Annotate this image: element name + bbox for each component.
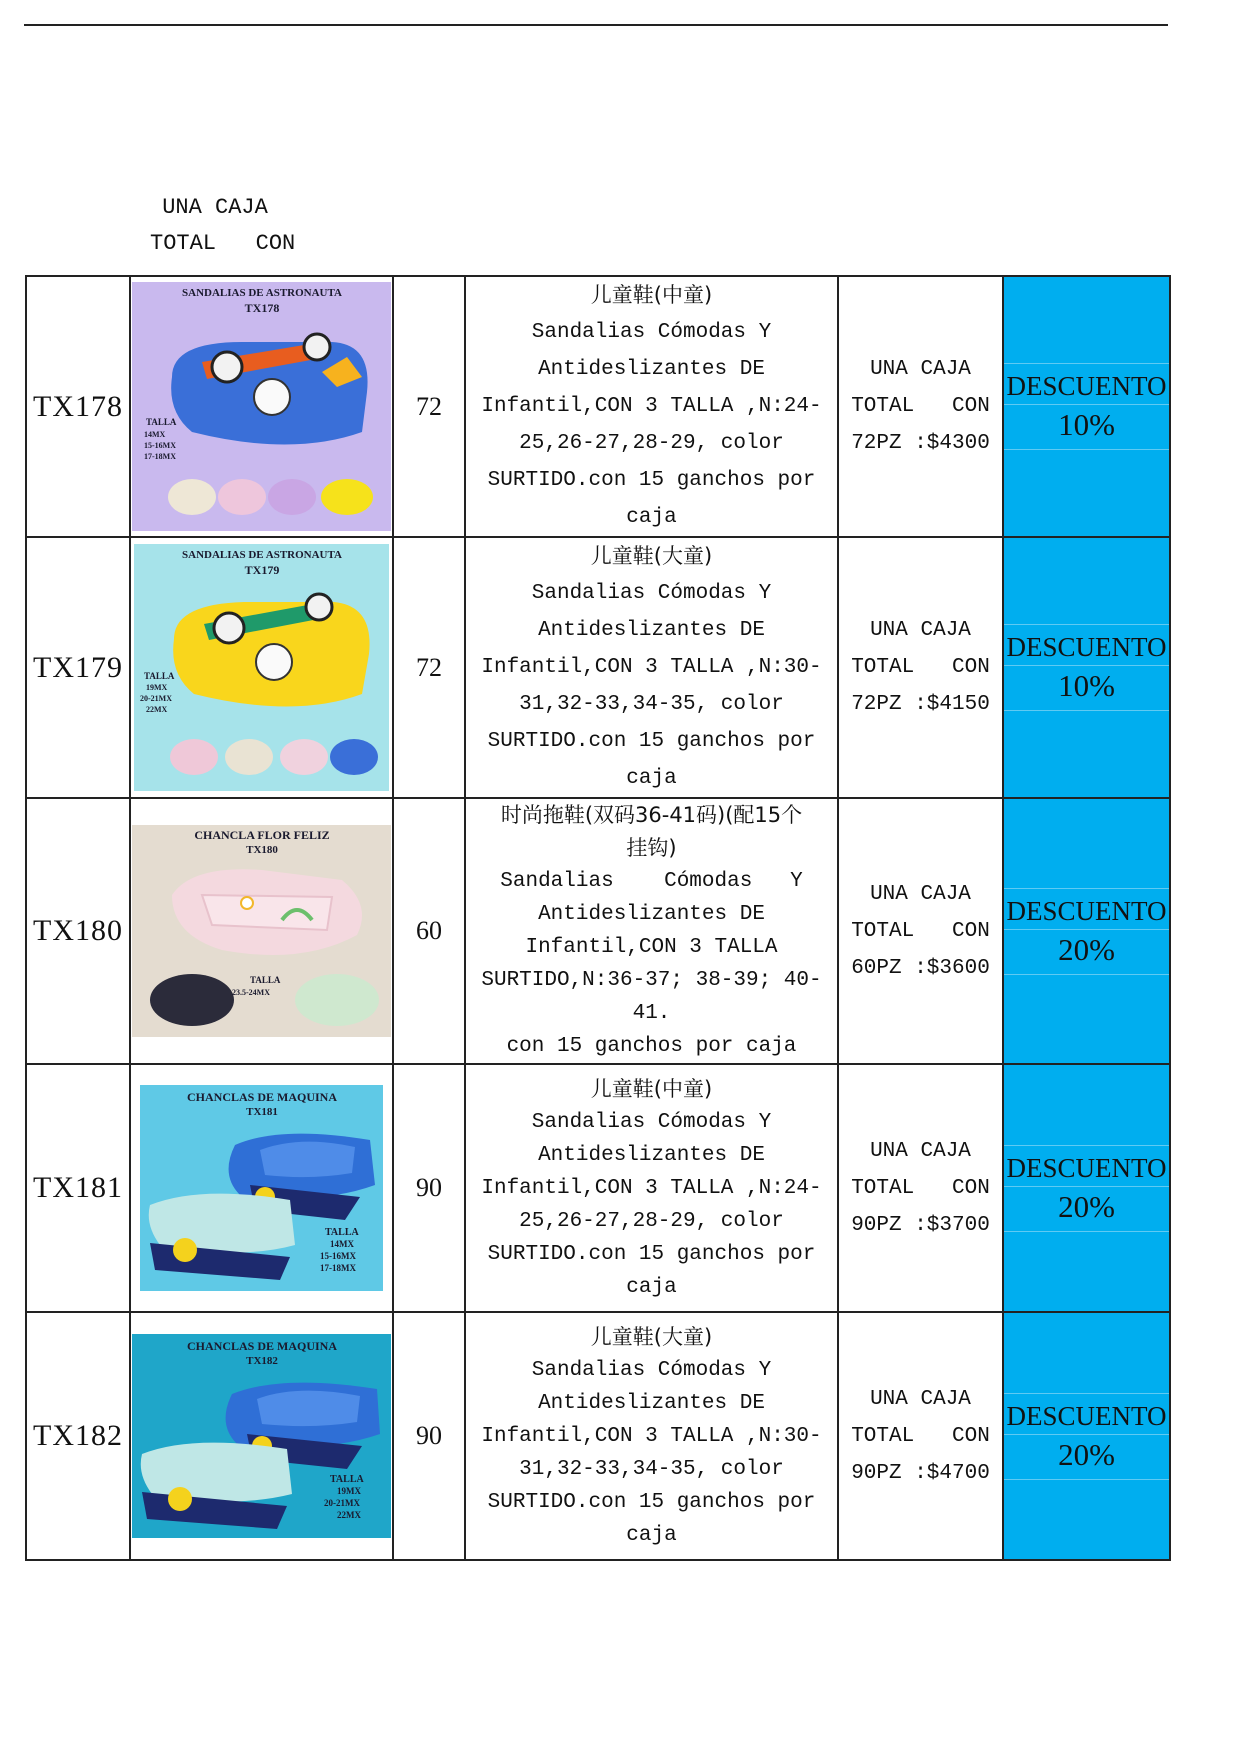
product-description — [465, 1064, 838, 1312]
table-row — [26, 1312, 1170, 1560]
description-line: SURTIDO.con 15 ganchos por — [487, 730, 816, 753]
description-line: Infantil,CON 3 TALLA — [525, 936, 778, 959]
discount-value: 20% — [1004, 1186, 1169, 1227]
product-discount — [1003, 1064, 1170, 1312]
product-description — [465, 1312, 838, 1560]
discount-label: DESCUENTO — [1006, 1400, 1167, 1431]
image-subtitle: TX180 — [246, 844, 278, 856]
product-code: TX178 — [26, 276, 130, 537]
description-line: SURTIDO,N:36-37; 38-39; 40-41. — [481, 969, 822, 1025]
price-line: TOTAL CON — [851, 1424, 990, 1448]
product-quantity: 90 — [393, 1064, 465, 1312]
description-line: Infantil,CON 3 TALLA ,N:24- — [481, 1176, 822, 1200]
image-size: 17-18MX — [144, 452, 176, 461]
description-line: 时尚拖鞋(双码36-41码)(配15个 — [500, 803, 803, 827]
description-line: Antideslizantes DE — [538, 619, 765, 642]
image-talla-label: TALLA — [146, 417, 177, 427]
product-description — [465, 276, 838, 537]
discount-label: DESCUENTO — [1006, 1152, 1167, 1183]
blue-slide-sandal-icon — [132, 1334, 391, 1538]
product-quantity: 72 — [393, 537, 465, 798]
description-line: Antideslizantes DE — [538, 1143, 765, 1167]
yellow-astronaut-clog-icon — [134, 544, 389, 791]
image-title: CHANCLAS DE MAQUINA — [186, 1339, 338, 1353]
image-size: 14MX — [330, 1239, 354, 1249]
image-size: 23.5-24MX — [232, 988, 270, 997]
description-line: con 15 ganchos por caja — [506, 1035, 797, 1058]
pre-header-line-1: UNA CAJA — [162, 195, 268, 220]
product-price — [838, 537, 1003, 798]
image-title: CHANCLA FLOR FELIZ — [194, 828, 330, 842]
description-line: 儿童鞋(大童) — [590, 1324, 713, 1349]
product-table — [25, 275, 1171, 1561]
image-subtitle: TX182 — [246, 1355, 278, 1367]
description-line: Infantil,CON 3 TALLA ,N:30- — [481, 656, 822, 679]
blue-slide-sandal-icon — [140, 1085, 383, 1291]
description-line: SURTIDO.con 15 ganchos por caja — [487, 1242, 816, 1299]
discount-label: DESCUENTO — [1006, 895, 1167, 926]
description-line: Infantil,CON 3 TALLA ,N:30- — [481, 1424, 822, 1448]
top-rule — [24, 24, 1168, 26]
description-line: 儿童鞋(大童) — [590, 544, 713, 568]
description-line: SURTIDO.con 15 ganchos por — [487, 469, 816, 492]
product-discount — [1003, 276, 1170, 537]
product-quantity: 72 — [393, 276, 465, 537]
blue-astronaut-clog-icon — [132, 282, 391, 531]
image-size: 19MX — [337, 1486, 361, 1496]
description-line: 25,26-27,28-29, color — [519, 1209, 784, 1233]
image-size: 19MX — [146, 683, 168, 692]
description-line: Infantil,CON 3 TALLA ,N:24- — [481, 395, 822, 418]
price-line: 60PZ :$3600 — [851, 956, 990, 980]
table-row — [26, 1064, 1170, 1312]
discount-value: 10% — [1004, 665, 1169, 706]
price-line: 90PZ :$3700 — [851, 1213, 990, 1237]
pre-header-line-2: TOTAL CON — [150, 231, 296, 256]
price-line: TOTAL CON — [851, 395, 990, 418]
product-code: TX181 — [26, 1064, 130, 1312]
description-line: 25,26-27,28-29, color — [519, 432, 784, 455]
table-row — [26, 798, 1170, 1064]
description-line: 儿童鞋(中童) — [590, 283, 713, 307]
discount-label: DESCUENTO — [1006, 632, 1167, 662]
product-description — [465, 537, 838, 798]
description-line: Antideslizantes DE — [538, 1391, 765, 1415]
product-image-cell — [130, 1064, 393, 1312]
price-line: TOTAL CON — [851, 1176, 990, 1200]
description-line: Antideslizantes DE — [538, 358, 765, 381]
image-talla-label: TALLA — [330, 1474, 364, 1485]
description-line: SURTIDO.con 15 ganchos por caja — [487, 1490, 816, 1547]
image-size: 20-21MX — [324, 1498, 360, 1508]
image-size: 22MX — [146, 705, 168, 714]
product-price — [838, 798, 1003, 1064]
table-row — [26, 276, 1170, 537]
image-subtitle: TX178 — [244, 301, 280, 315]
description-line: 31,32-33,34-35, color — [519, 1457, 784, 1481]
table-row — [26, 537, 1170, 798]
product-discount — [1003, 1312, 1170, 1560]
product-code: TX180 — [26, 798, 130, 1064]
image-title: CHANCLAS DE MAQUINA — [186, 1090, 338, 1104]
image-talla-label: TALLA — [144, 671, 175, 681]
discount-label: DESCUENTO — [1006, 371, 1167, 401]
image-title: SANDALIAS DE ASTRONAUTA — [182, 287, 342, 299]
product-description — [465, 798, 838, 1064]
description-line: Sandalias Cómodas Y — [531, 582, 772, 605]
price-line: 90PZ :$4700 — [851, 1461, 990, 1485]
description-line: 儿童鞋(中童) — [590, 1076, 713, 1101]
description-line: caja — [626, 767, 677, 790]
discount-value: 20% — [1004, 1434, 1169, 1475]
description-line: Sandalias Cómodas Y — [531, 1358, 772, 1382]
discount-value: 10% — [1004, 404, 1169, 445]
product-code: TX182 — [26, 1312, 130, 1560]
product-image-cell — [130, 1312, 393, 1560]
product-image-cell — [130, 798, 393, 1064]
image-subtitle: TX181 — [246, 1106, 278, 1118]
image-talla-label: TALLA — [325, 1227, 359, 1238]
price-line: UNA CAJA — [870, 358, 971, 381]
product-quantity: 60 — [393, 798, 465, 1064]
product-price — [838, 276, 1003, 537]
description-line: Sandalias Cómodas Y — [500, 870, 803, 893]
product-price — [838, 1312, 1003, 1560]
image-size: 20-21MX — [140, 694, 172, 703]
product-image-cell — [130, 276, 393, 537]
pink-flower-slide-icon — [132, 825, 391, 1037]
description-line: caja — [626, 506, 677, 529]
description-line: Sandalias Cómodas Y — [531, 321, 772, 344]
description-line: Sandalias Cómodas Y — [531, 1110, 772, 1134]
image-size: 15-16MX — [144, 441, 176, 450]
image-title: SANDALIAS DE ASTRONAUTA — [182, 549, 342, 561]
price-line: TOTAL CON — [851, 656, 990, 679]
image-size: 17-18MX — [320, 1263, 356, 1273]
price-line: UNA CAJA — [870, 1387, 971, 1411]
product-quantity: 90 — [393, 1312, 465, 1560]
product-image-cell — [130, 537, 393, 798]
product-code: TX179 — [26, 537, 130, 798]
price-line: UNA CAJA — [870, 619, 971, 642]
image-size: 15-16MX — [320, 1251, 356, 1261]
image-size: 22MX — [337, 1510, 361, 1520]
description-line: 31,32-33,34-35, color — [519, 693, 784, 716]
image-talla-label: TALLA — [250, 975, 281, 985]
product-price — [838, 1064, 1003, 1312]
description-line: Antideslizantes DE — [538, 903, 765, 926]
discount-value: 20% — [1004, 929, 1169, 970]
pre-header — [150, 190, 296, 262]
price-line: UNA CAJA — [870, 882, 971, 906]
description-line: 挂钩) — [626, 836, 677, 860]
image-size: 14MX — [144, 430, 166, 439]
price-line: 72PZ :$4150 — [851, 693, 990, 716]
price-line: 72PZ :$4300 — [851, 432, 990, 455]
price-line: TOTAL CON — [851, 919, 990, 943]
product-discount — [1003, 798, 1170, 1064]
product-discount — [1003, 537, 1170, 798]
image-subtitle: TX179 — [244, 563, 280, 577]
price-line: UNA CAJA — [870, 1139, 971, 1163]
